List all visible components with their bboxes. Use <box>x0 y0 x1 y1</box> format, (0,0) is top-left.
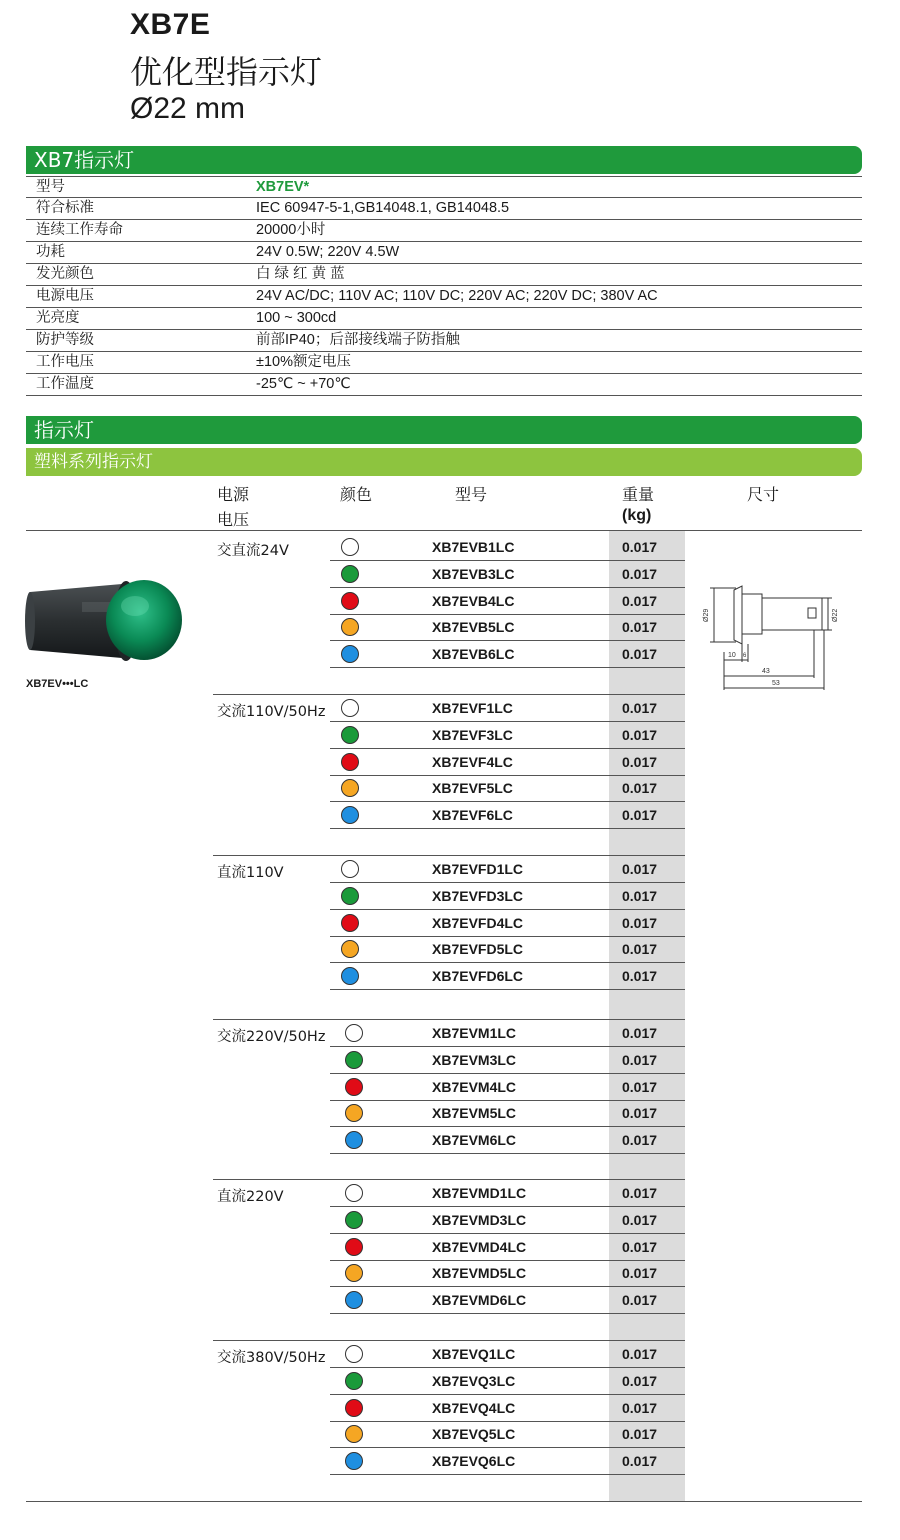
orange-color-dot <box>341 618 359 636</box>
red-color-dot <box>341 592 359 610</box>
group-divider <box>213 694 685 695</box>
model-code: XB7EVQ4LC <box>432 1399 516 1416</box>
model-title: XB7E <box>130 8 211 41</box>
model-code: XB7EVMD1LC <box>432 1185 527 1201</box>
model-code: XB7EVQ6LC <box>432 1453 516 1470</box>
row-divider <box>330 640 685 641</box>
spec-row <box>26 198 862 220</box>
green-color-dot <box>341 565 359 583</box>
spec-value: XB7EV* <box>256 179 310 195</box>
model-code: XB7EVB4LC <box>432 592 515 609</box>
voltage-group-label: 交流220V/50Hz <box>217 1029 326 1045</box>
product-subtitle: 优化型指示灯 <box>130 53 323 91</box>
blue-color-dot <box>345 1291 363 1309</box>
row-divider <box>330 721 685 722</box>
model-code: XB7EVFD5LC <box>432 941 524 958</box>
spec-row <box>26 374 862 396</box>
spec-value: 前部IP40；后部接线端子防指触 <box>256 332 460 348</box>
row-divider <box>330 1474 685 1475</box>
weight-value: 0.017 <box>622 1346 658 1362</box>
model-code: XB7EVF1LC <box>432 700 513 716</box>
orange-color-dot <box>341 940 359 958</box>
model-code: XB7EVB6LC <box>432 646 515 663</box>
white-color-dot <box>345 1024 363 1042</box>
blue-color-dot <box>345 1452 363 1470</box>
red-color-dot <box>345 1399 363 1417</box>
weight-value: 0.017 <box>622 887 658 904</box>
group-divider <box>213 1340 685 1341</box>
row-divider <box>330 560 685 561</box>
white-color-dot <box>345 1184 363 1202</box>
model-code: XB7EVB3LC <box>432 565 515 582</box>
model-code: XB7EVFD3LC <box>432 887 524 904</box>
group-divider <box>213 855 685 856</box>
model-code: XB7EVB1LC <box>432 539 515 555</box>
row-divider <box>330 989 685 990</box>
spec-key: 防护等级 <box>36 332 94 348</box>
weight-value: 0.017 <box>622 1185 658 1201</box>
green-color-dot <box>345 1211 363 1229</box>
spec-row <box>26 286 862 308</box>
model-code: XB7EVFD1LC <box>432 861 524 877</box>
row-divider <box>330 1421 685 1422</box>
weight-value: 0.017 <box>622 780 658 797</box>
row-divider <box>330 1286 685 1287</box>
weight-value: 0.017 <box>622 646 658 663</box>
model-code: XB7EVMD4LC <box>432 1238 527 1255</box>
group-divider <box>213 1179 685 1180</box>
spec-value: 100 ~ 300cd <box>256 310 337 326</box>
group-divider <box>213 1019 685 1020</box>
model-code: XB7EVM5LC <box>432 1105 517 1122</box>
weight-value: 0.017 <box>622 592 658 609</box>
row-divider <box>330 1367 685 1368</box>
orange-color-dot <box>341 779 359 797</box>
dim-10: 10 <box>728 652 736 659</box>
model-code: XB7EVB5LC <box>432 619 515 636</box>
weight-value: 0.017 <box>622 1453 658 1470</box>
model-code: XB7EVFD6LC <box>432 968 524 985</box>
spec-value: -25℃ ~ +70℃ <box>256 376 351 392</box>
row-divider <box>330 1153 685 1154</box>
orange-color-dot <box>345 1104 363 1122</box>
spec-row <box>26 330 862 352</box>
weight-value: 0.017 <box>622 565 658 582</box>
blue-color-dot <box>341 967 359 985</box>
weight-value: 0.017 <box>622 1211 658 1228</box>
green-color-dot <box>341 726 359 744</box>
model-code: XB7EVQ1LC <box>432 1346 516 1362</box>
row-divider <box>330 748 685 749</box>
spec-row <box>26 264 862 286</box>
header-divider <box>26 530 862 531</box>
row-divider <box>330 1394 685 1395</box>
col-dimensions: 尺寸 <box>747 485 780 504</box>
green-color-dot <box>341 887 359 905</box>
row-divider <box>330 1260 685 1261</box>
spec-key: 功耗 <box>36 244 65 260</box>
weight-value: 0.017 <box>622 914 658 931</box>
weight-value: 0.017 <box>622 807 658 824</box>
spec-value: 24V 0.5W; 220V 4.5W <box>256 244 400 260</box>
row-divider <box>330 587 685 588</box>
model-code: XB7EVMD6LC <box>432 1292 527 1309</box>
model-code: XB7EVM1LC <box>432 1025 517 1041</box>
model-code: XB7EVF4LC <box>432 753 513 770</box>
row-divider <box>330 1206 685 1207</box>
white-color-dot <box>341 860 359 878</box>
row-divider <box>330 1046 685 1047</box>
voltage-group-label: 交直流24V <box>217 543 289 559</box>
white-color-dot <box>345 1345 363 1363</box>
row-divider <box>330 1233 685 1234</box>
model-code: XB7EVF6LC <box>432 807 513 824</box>
weight-value: 0.017 <box>622 1372 658 1389</box>
spec-value: 白 绿 红 黄 蓝 <box>256 266 345 282</box>
red-color-dot <box>345 1078 363 1096</box>
col-voltage-line1: 电源 <box>217 485 250 504</box>
row-divider <box>330 614 685 615</box>
spec-key: 工作温度 <box>36 376 94 392</box>
table-bottom-line <box>26 1501 862 1502</box>
row-divider <box>330 667 685 668</box>
model-code: XB7EVMD3LC <box>432 1211 527 1228</box>
model-code: XB7EVM4LC <box>432 1078 517 1095</box>
diameter-title: Ø22 mm <box>130 92 246 125</box>
model-code: XB7EVQ3LC <box>432 1372 516 1389</box>
weight-value: 0.017 <box>622 941 658 958</box>
green-color-dot <box>345 1051 363 1069</box>
row-divider <box>330 962 685 963</box>
red-color-dot <box>341 914 359 932</box>
model-code: XB7EVM3LC <box>432 1051 517 1068</box>
voltage-group-label: 交流380V/50Hz <box>217 1350 326 1366</box>
spec-key: 光亮度 <box>36 310 80 326</box>
dimension-drawing <box>696 582 846 694</box>
col-weight-line1: 重量 <box>622 485 655 504</box>
weight-value: 0.017 <box>622 539 658 555</box>
orange-color-dot <box>345 1264 363 1282</box>
weight-value: 0.017 <box>622 1051 658 1068</box>
weight-value: 0.017 <box>622 726 658 743</box>
weight-value: 0.017 <box>622 1292 658 1309</box>
dim-6: 6 <box>743 653 747 659</box>
spec-key: 连续工作寿命 <box>36 222 123 238</box>
model-code: XB7EVMD5LC <box>432 1265 527 1282</box>
product-section-bar: 指示灯 <box>26 416 862 444</box>
row-divider <box>330 1313 685 1314</box>
spec-section-bar: XB7指示灯 <box>26 146 862 174</box>
spec-row <box>26 176 862 198</box>
spec-value: ±10%额定电压 <box>256 354 351 370</box>
blue-color-dot <box>341 645 359 663</box>
row-divider <box>330 909 685 910</box>
blue-color-dot <box>341 806 359 824</box>
row-divider <box>330 1447 685 1448</box>
weight-value: 0.017 <box>622 1426 658 1443</box>
spec-value: IEC 60947-5-1,GB14048.1, GB14048.5 <box>256 200 510 216</box>
voltage-group-label: 直流110V <box>217 865 284 881</box>
weight-value: 0.017 <box>622 968 658 985</box>
row-divider <box>330 828 685 829</box>
white-color-dot <box>341 538 359 556</box>
model-code: XB7EVQ5LC <box>432 1426 516 1443</box>
weight-value: 0.017 <box>622 619 658 636</box>
col-model: 型号 <box>455 485 488 504</box>
blue-color-dot <box>345 1131 363 1149</box>
weight-value: 0.017 <box>622 753 658 770</box>
model-code: XB7EVF3LC <box>432 726 513 743</box>
spec-key: 工作电压 <box>36 354 94 370</box>
indicator-light-image <box>22 572 186 668</box>
spec-key: 电源电压 <box>36 288 94 304</box>
weight-value: 0.017 <box>622 700 658 716</box>
row-divider <box>330 801 685 802</box>
weight-value: 0.017 <box>622 1078 658 1095</box>
spec-row <box>26 242 862 264</box>
white-color-dot <box>341 699 359 717</box>
model-code: XB7EVF5LC <box>432 780 513 797</box>
row-divider <box>330 1100 685 1101</box>
orange-color-dot <box>345 1425 363 1443</box>
col-color: 颜色 <box>340 485 373 504</box>
col-voltage-line2: 电压 <box>217 510 250 529</box>
weight-value: 0.017 <box>622 1238 658 1255</box>
spec-row <box>26 220 862 242</box>
weight-value: 0.017 <box>622 1399 658 1416</box>
weight-value: 0.017 <box>622 1132 658 1149</box>
weight-value: 0.017 <box>622 1025 658 1041</box>
spec-value: 24V AC/DC; 110V AC; 110V DC; 220V AC; 220V DC; 380V AC <box>256 288 658 304</box>
voltage-group-label: 交流110V/50Hz <box>217 704 326 720</box>
spec-value: 20000小时 <box>256 222 326 238</box>
row-divider <box>330 936 685 937</box>
row-divider <box>330 775 685 776</box>
weight-value: 0.017 <box>622 861 658 877</box>
row-divider <box>330 882 685 883</box>
model-code: XB7EVM6LC <box>432 1132 517 1149</box>
weight-value: 0.017 <box>622 1265 658 1282</box>
green-color-dot <box>345 1372 363 1390</box>
model-code: XB7EVFD4LC <box>432 914 524 931</box>
dim-d22: Ø22 <box>832 608 839 622</box>
dim-43: 43 <box>762 668 770 675</box>
dim-d29: Ø29 <box>703 608 710 622</box>
spec-key: 发光颜色 <box>36 266 94 282</box>
dim-53: 53 <box>772 680 780 687</box>
row-divider <box>330 1126 685 1127</box>
weight-value: 0.017 <box>622 1105 658 1122</box>
voltage-group-label: 直流220V <box>217 1189 284 1205</box>
red-color-dot <box>341 753 359 771</box>
row-divider <box>330 1073 685 1074</box>
product-subsection-bar: 塑料系列指示灯 <box>26 448 862 476</box>
col-weight-line2: (kg) <box>622 507 652 524</box>
spec-row <box>26 308 862 330</box>
spec-key: 型号 <box>36 179 65 195</box>
spec-row <box>26 352 862 374</box>
product-caption: XB7EV•••LC <box>26 678 89 690</box>
red-color-dot <box>345 1238 363 1256</box>
spec-key: 符合标准 <box>36 200 94 216</box>
